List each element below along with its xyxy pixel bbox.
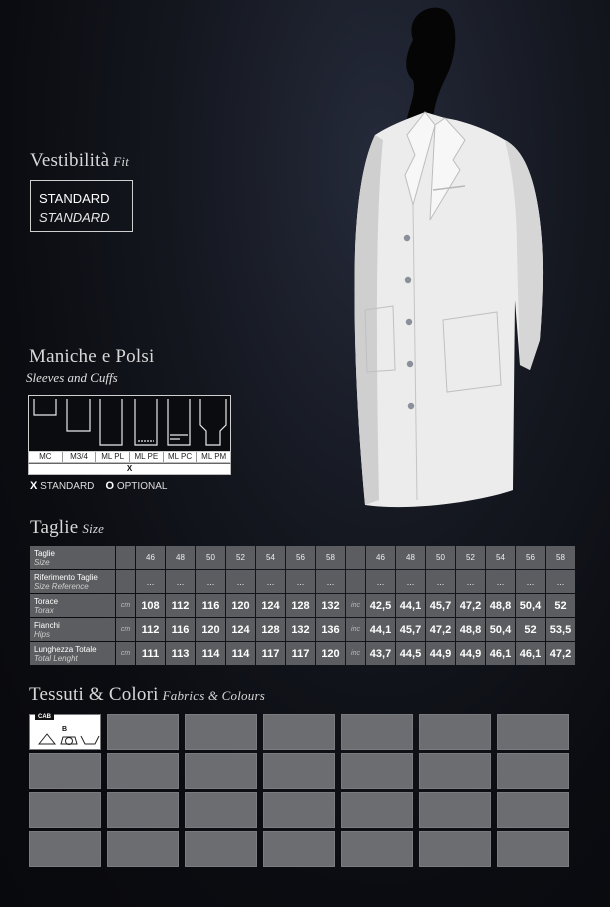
size-cell: ... bbox=[226, 570, 255, 593]
size-row-label-it: Riferimento Taglie bbox=[34, 572, 98, 582]
size-row-label bbox=[30, 594, 115, 617]
size-cell: 46 bbox=[136, 546, 165, 569]
size-cell: 45,7 bbox=[396, 618, 425, 641]
sleeves-title-it: Maniche e Polsi bbox=[29, 346, 155, 367]
size-row-label-it: Lunghezza Totale bbox=[34, 644, 97, 654]
sleeve-selected-mark: X bbox=[126, 464, 133, 473]
size-cell: ... bbox=[396, 570, 425, 593]
size-row-label-it: Taglie bbox=[34, 548, 55, 558]
size-cell: 128 bbox=[256, 618, 285, 641]
fabric-swatch[interactable] bbox=[185, 831, 257, 867]
size-cell: 124 bbox=[256, 594, 285, 617]
size-cell: 132 bbox=[316, 594, 345, 617]
size-cell: ... bbox=[256, 570, 285, 593]
fabric-swatch[interactable] bbox=[419, 831, 491, 867]
size-cell: 116 bbox=[166, 618, 195, 641]
size-cell: 50 bbox=[426, 546, 455, 569]
size-cell: ... bbox=[166, 570, 195, 593]
size-cell: ... bbox=[516, 570, 545, 593]
legend-o-text: OPTIONAL bbox=[116, 481, 168, 492]
fabric-swatch[interactable] bbox=[29, 831, 101, 867]
fabric-swatch[interactable] bbox=[29, 792, 101, 828]
size-heading bbox=[30, 517, 104, 539]
size-cell: 128 bbox=[286, 594, 315, 617]
size-row-label bbox=[30, 546, 115, 569]
fabric-swatch[interactable] bbox=[341, 714, 413, 750]
sleeve-option-m34: M3/4 bbox=[63, 452, 97, 462]
fit-heading bbox=[30, 150, 129, 172]
fabric-swatch[interactable] bbox=[419, 753, 491, 789]
fabrics-heading bbox=[29, 684, 265, 706]
size-cell: ... bbox=[286, 570, 315, 593]
sleeves-heading bbox=[29, 346, 154, 368]
size-unit bbox=[116, 546, 135, 569]
size-cell: ... bbox=[456, 570, 485, 593]
size-cell: ... bbox=[196, 570, 225, 593]
size-cell: 46 bbox=[366, 546, 395, 569]
size-title-it: Taglie bbox=[30, 517, 79, 538]
size-cell: 48,8 bbox=[456, 618, 485, 641]
sleeve-option-ml-pc: ML PC bbox=[164, 452, 198, 462]
size-cell: 50,4 bbox=[516, 594, 545, 617]
size-cell: ... bbox=[366, 570, 395, 593]
size-unit: cm bbox=[116, 642, 135, 665]
fabric-swatch-care-label[interactable] bbox=[29, 714, 101, 750]
fabrics-title-it: Tessuti & Colori bbox=[29, 684, 159, 705]
fabric-swatch[interactable] bbox=[185, 714, 257, 750]
size-title-en: Size bbox=[82, 521, 105, 536]
size-unit bbox=[346, 570, 365, 593]
size-table-row bbox=[30, 618, 575, 641]
size-cell: 56 bbox=[516, 546, 545, 569]
size-cell: 52 bbox=[456, 546, 485, 569]
size-cell: 52 bbox=[546, 594, 575, 617]
fabric-swatch[interactable] bbox=[419, 792, 491, 828]
fabric-swatch[interactable] bbox=[497, 753, 569, 789]
size-cell: ... bbox=[546, 570, 575, 593]
fit-value-it: STANDARD bbox=[39, 191, 110, 206]
fabric-swatch[interactable] bbox=[263, 792, 335, 828]
size-unit: inc bbox=[346, 642, 365, 665]
size-unit: cm bbox=[116, 618, 135, 641]
fabric-swatch[interactable] bbox=[497, 831, 569, 867]
sleeves-legend bbox=[30, 480, 167, 492]
fabric-swatch[interactable] bbox=[107, 753, 179, 789]
size-table-row bbox=[30, 594, 575, 617]
size-row-label-en: Hips bbox=[34, 629, 51, 639]
size-cell: 117 bbox=[286, 642, 315, 665]
size-cell: 112 bbox=[166, 594, 195, 617]
size-cell: 120 bbox=[196, 618, 225, 641]
size-cell: 114 bbox=[226, 642, 255, 665]
fabric-swatch[interactable] bbox=[263, 753, 335, 789]
size-cell: 58 bbox=[546, 546, 575, 569]
size-cell: 113 bbox=[166, 642, 195, 665]
size-cell: 52 bbox=[226, 546, 255, 569]
fabric-swatch[interactable] bbox=[263, 714, 335, 750]
size-unit bbox=[346, 546, 365, 569]
size-row-label-en: Size bbox=[34, 557, 50, 567]
size-row-label bbox=[30, 642, 115, 665]
size-cell: 46,1 bbox=[516, 642, 545, 665]
fabric-swatch[interactable] bbox=[497, 714, 569, 750]
size-unit: inc bbox=[346, 618, 365, 641]
size-row-label-it: Torace bbox=[34, 596, 59, 606]
size-cell: 50,4 bbox=[486, 618, 515, 641]
size-cell: 56 bbox=[286, 546, 315, 569]
size-cell: 114 bbox=[196, 642, 225, 665]
sleeves-title-en: Sleeves and Cuffs bbox=[26, 370, 118, 385]
size-cell: ... bbox=[316, 570, 345, 593]
size-row-label bbox=[30, 618, 115, 641]
size-cell: 136 bbox=[316, 618, 345, 641]
size-row-label-en: Total Lenght bbox=[34, 653, 78, 663]
fabric-swatch[interactable] bbox=[497, 792, 569, 828]
size-cell: 52 bbox=[516, 618, 545, 641]
size-cell: 42,5 bbox=[366, 594, 395, 617]
size-cell: 47,2 bbox=[426, 618, 455, 641]
size-table-row bbox=[30, 642, 575, 665]
sleeve-option-ml-pl: ML PL bbox=[96, 452, 130, 462]
size-cell: 120 bbox=[226, 594, 255, 617]
size-cell: ... bbox=[136, 570, 165, 593]
size-cell: 111 bbox=[136, 642, 165, 665]
size-row-label bbox=[30, 570, 115, 593]
size-row-label-en: Torax bbox=[34, 605, 54, 615]
fabric-swatch[interactable] bbox=[341, 831, 413, 867]
size-cell: ... bbox=[486, 570, 515, 593]
sleeve-option-mc: MC bbox=[29, 452, 63, 462]
size-cell: 124 bbox=[226, 618, 255, 641]
sleeve-shapes-icon bbox=[28, 395, 231, 452]
fabric-swatch[interactable] bbox=[341, 753, 413, 789]
fabric-swatch[interactable] bbox=[185, 753, 257, 789]
size-cell: 50 bbox=[196, 546, 225, 569]
size-cell: 46,1 bbox=[486, 642, 515, 665]
fabric-swatch[interactable] bbox=[263, 831, 335, 867]
size-cell: 43,7 bbox=[366, 642, 395, 665]
size-cell: 48 bbox=[166, 546, 195, 569]
size-table-row bbox=[30, 570, 575, 593]
sleeve-option-ml-pm: ML PM bbox=[201, 452, 227, 461]
size-table bbox=[29, 545, 576, 666]
product-photo-white-coat bbox=[335, 0, 565, 520]
fit-value-box bbox=[30, 180, 133, 232]
size-row-label-it: Fianchi bbox=[34, 620, 60, 630]
fabric-swatch[interactable] bbox=[341, 792, 413, 828]
size-table-row bbox=[30, 546, 575, 569]
size-cell: 120 bbox=[316, 642, 345, 665]
fabric-swatch[interactable] bbox=[107, 714, 179, 750]
size-cell: 108 bbox=[136, 594, 165, 617]
size-cell: ... bbox=[426, 570, 455, 593]
size-unit bbox=[116, 570, 135, 593]
legend-o-symbol: O bbox=[105, 480, 115, 492]
care-letter: B bbox=[62, 726, 68, 733]
size-cell: 44,5 bbox=[396, 642, 425, 665]
size-row-label-en: Size Reference bbox=[34, 581, 89, 591]
size-cell: 47,2 bbox=[546, 642, 575, 665]
size-cell: 44,1 bbox=[396, 594, 425, 617]
fabric-swatch[interactable] bbox=[29, 753, 101, 789]
size-cell: 53,5 bbox=[546, 618, 575, 641]
fabric-swatch[interactable] bbox=[185, 792, 257, 828]
care-symbols-icon bbox=[29, 714, 101, 750]
size-cell: 54 bbox=[486, 546, 515, 569]
fabrics-title-en: Fabrics & Colours bbox=[162, 688, 265, 703]
fit-title-it: Vestibilità bbox=[30, 150, 110, 171]
legend-x-text: STANDARD bbox=[40, 481, 95, 492]
care-code-badge: CAB bbox=[35, 714, 54, 720]
size-cell: 47,2 bbox=[456, 594, 485, 617]
fabric-swatch-grid bbox=[29, 714, 569, 867]
size-cell: 48 bbox=[396, 546, 425, 569]
size-cell: 48,8 bbox=[486, 594, 515, 617]
size-cell: 44,1 bbox=[366, 618, 395, 641]
size-cell: 112 bbox=[136, 618, 165, 641]
fabric-swatch[interactable] bbox=[419, 714, 491, 750]
fit-title-en: Fit bbox=[113, 154, 130, 169]
size-cell: 116 bbox=[196, 594, 225, 617]
sleeves-diagram bbox=[28, 395, 231, 475]
sleeve-option-ml-pe: ML PE bbox=[130, 452, 164, 462]
size-cell: 44,9 bbox=[426, 642, 455, 665]
size-cell: 58 bbox=[316, 546, 345, 569]
fabric-swatch[interactable] bbox=[107, 831, 179, 867]
sleeve-marks-row bbox=[28, 463, 231, 475]
size-cell: 45,7 bbox=[426, 594, 455, 617]
size-cell: 44,9 bbox=[456, 642, 485, 665]
legend-x-symbol: X bbox=[30, 480, 38, 492]
size-cell: 132 bbox=[286, 618, 315, 641]
size-unit: cm bbox=[116, 594, 135, 617]
sleeve-options-row bbox=[28, 452, 231, 463]
fabric-swatch[interactable] bbox=[107, 792, 179, 828]
size-cell: 117 bbox=[256, 642, 285, 665]
fit-value-en: STANDARD bbox=[39, 210, 110, 225]
size-unit: inc bbox=[346, 594, 365, 617]
size-cell: 54 bbox=[256, 546, 285, 569]
